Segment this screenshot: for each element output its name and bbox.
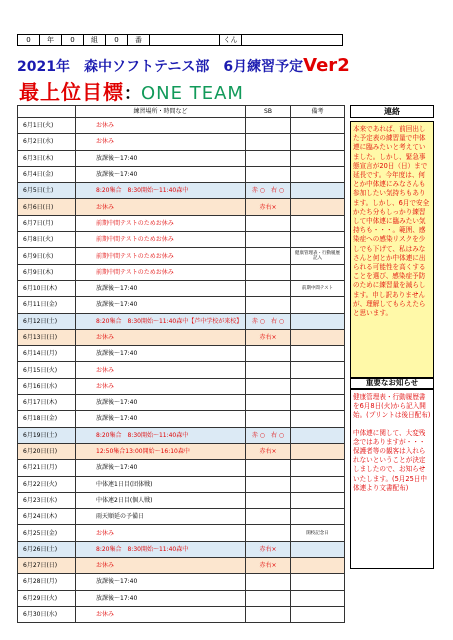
title-main: 2021年 森中ソフトテニス部 6月練習予定 bbox=[17, 59, 304, 75]
header-date bbox=[18, 106, 76, 118]
row-sb: 赤 ○ 右 ○ bbox=[246, 183, 291, 199]
row-date: 6月29日(火) bbox=[18, 590, 76, 606]
table-row bbox=[18, 232, 345, 248]
table-row bbox=[18, 525, 345, 541]
row-date: 6月21日(月) bbox=[18, 460, 76, 476]
row-activity: 前期中間テストのためお休み bbox=[76, 248, 246, 264]
row-activity: 8:20集合 8:30開始～11:40森中【芦中学校が来校】 bbox=[76, 313, 246, 329]
goal-label: 最上位目標 bbox=[19, 80, 124, 104]
row-sb bbox=[246, 525, 291, 541]
row-activity: 放課後～17:40 bbox=[76, 150, 246, 166]
row-sb bbox=[246, 280, 291, 296]
row-date: 6月5日(土) bbox=[18, 183, 76, 199]
table-row bbox=[18, 150, 345, 166]
table-row bbox=[18, 411, 345, 427]
row-activity: 8:20集合 8:30開始～11:40森中 bbox=[76, 541, 246, 557]
row-date: 6月26日(土) bbox=[18, 541, 76, 557]
row-sb: 赤右× bbox=[246, 199, 291, 215]
row-date: 6月27日(日) bbox=[18, 558, 76, 574]
row-sb bbox=[246, 476, 291, 492]
row-sb bbox=[246, 362, 291, 378]
row-date: 6月7日(月) bbox=[18, 215, 76, 231]
row-sb bbox=[246, 460, 291, 476]
header-note: 備考 bbox=[291, 106, 345, 118]
table-row bbox=[18, 297, 345, 313]
row-date: 6月3日(木) bbox=[18, 150, 76, 166]
row-sb bbox=[246, 395, 291, 411]
number-value: 0 bbox=[106, 35, 128, 45]
row-sb bbox=[246, 264, 291, 280]
row-sb: 赤 ○ 右 ○ bbox=[246, 427, 291, 443]
row-note bbox=[291, 232, 345, 248]
row-sb bbox=[246, 232, 291, 248]
row-activity: 放課後～17:40 bbox=[76, 395, 246, 411]
header-sb: SB bbox=[246, 106, 291, 118]
row-activity: お休み bbox=[76, 134, 246, 150]
row-activity: 雨天順延の予備日 bbox=[76, 509, 246, 525]
row-date: 6月18日(金) bbox=[18, 411, 76, 427]
name-suffix: くん bbox=[220, 35, 242, 45]
row-date: 6月20日(日) bbox=[18, 443, 76, 459]
row-date: 6月9日(木) bbox=[18, 264, 76, 280]
row-note bbox=[291, 443, 345, 459]
table-row bbox=[18, 378, 345, 394]
row-sb bbox=[246, 248, 291, 264]
row-sb bbox=[246, 574, 291, 590]
row-date: 6月9日(水) bbox=[18, 248, 76, 264]
row-date: 6月12日(土) bbox=[18, 313, 76, 329]
class-label: 組 bbox=[84, 35, 106, 45]
row-date: 6月14日(月) bbox=[18, 346, 76, 362]
goal-line bbox=[19, 80, 244, 104]
notes-title: 連絡 bbox=[350, 105, 434, 118]
info-paragraph-1: 健康管理表・行動履歴書を6月8日(火)から記入開始。(プリントは後日配布) bbox=[353, 393, 431, 420]
row-date: 6月8日(火) bbox=[18, 232, 76, 248]
row-activity: 放課後～17:40 bbox=[76, 346, 246, 362]
number-label: 番 bbox=[128, 35, 150, 45]
row-note bbox=[291, 199, 345, 215]
student-info-bar bbox=[17, 34, 343, 46]
table-row bbox=[18, 134, 345, 150]
title-version: Ver2 bbox=[303, 55, 350, 76]
table-row bbox=[18, 346, 345, 362]
row-sb bbox=[246, 606, 291, 622]
row-note bbox=[291, 297, 345, 313]
name-blank bbox=[242, 35, 342, 45]
row-activity: 前期中間テストのためお休み bbox=[76, 215, 246, 231]
grade-label: 年 bbox=[40, 35, 62, 45]
table-row bbox=[18, 558, 345, 574]
row-note bbox=[291, 427, 345, 443]
row-note bbox=[291, 558, 345, 574]
row-date: 6月1日(火) bbox=[18, 118, 76, 134]
row-note bbox=[291, 150, 345, 166]
row-sb: 赤右× bbox=[246, 541, 291, 557]
row-date: 6月15日(火) bbox=[18, 362, 76, 378]
schedule-table bbox=[17, 105, 345, 623]
row-note bbox=[291, 362, 345, 378]
notes-body: 本来であれば、前回出した予定表の練習量で中体連に臨みたいと考えていました。しかし、緊急事態宣言が20日（日）まで延長です。今年度は、何とか中体連にみなさんも参加したい気持ちもあります。しかし、6月で安全かたち分もしっかり練習して中体連に臨みたい気持ちも・・・。範囲、感染症への感染リスクを少しでも下げて、私はみなさんと何とか中体連に出られる可能性を高くすることを選び、感染症予防のために練習量を減らします。申し訳ありませんが、理解してもらえたらと思います。 bbox=[350, 121, 434, 379]
row-note: 開校記念日 bbox=[291, 525, 345, 541]
row-date: 6月4日(金) bbox=[18, 166, 76, 182]
row-note bbox=[291, 118, 345, 134]
row-sb bbox=[246, 346, 291, 362]
row-activity: 12:50集合13:00開始～16:10森中 bbox=[76, 443, 246, 459]
row-note bbox=[291, 395, 345, 411]
table-row bbox=[18, 362, 345, 378]
row-sb bbox=[246, 215, 291, 231]
table-row bbox=[18, 509, 345, 525]
row-sb: 赤 ○ 右 ○ bbox=[246, 313, 291, 329]
row-date: 6月11日(金) bbox=[18, 297, 76, 313]
table-row bbox=[18, 215, 345, 231]
row-activity: 放課後～17:40 bbox=[76, 166, 246, 182]
table-row bbox=[18, 606, 345, 622]
row-date: 6月19日(土) bbox=[18, 427, 76, 443]
table-row bbox=[18, 166, 345, 182]
row-activity: 放課後～17:40 bbox=[76, 460, 246, 476]
info-title: 重要なお知らせ bbox=[350, 377, 434, 389]
row-note bbox=[291, 313, 345, 329]
row-note bbox=[291, 411, 345, 427]
info-paragraph-2: 中体連に関して、大変残念ではありますが・・・保護者等の観客は入れられないということが決定しましたので、お知らせいたします。(5月25日中体連より文書配布) bbox=[353, 428, 427, 492]
row-note bbox=[291, 541, 345, 557]
row-sb bbox=[246, 590, 291, 606]
table-row bbox=[18, 590, 345, 606]
table-row bbox=[18, 574, 345, 590]
row-activity: お休み bbox=[76, 558, 246, 574]
row-activity: お休み bbox=[76, 329, 246, 345]
row-sb bbox=[246, 297, 291, 313]
row-date: 6月23日(水) bbox=[18, 492, 76, 508]
row-note bbox=[291, 264, 345, 280]
row-activity: 放課後～17:40 bbox=[76, 411, 246, 427]
row-activity: お休み bbox=[76, 362, 246, 378]
goal-separator: ： bbox=[124, 84, 141, 104]
row-note bbox=[291, 492, 345, 508]
row-activity: 中体連1日目(団体戦) bbox=[76, 476, 246, 492]
table-header-row bbox=[18, 106, 345, 118]
row-sb bbox=[246, 411, 291, 427]
row-sb: 赤右× bbox=[246, 443, 291, 459]
row-date: 6月30日(水) bbox=[18, 606, 76, 622]
table-row bbox=[18, 280, 345, 296]
table-row bbox=[18, 443, 345, 459]
row-activity: お休み bbox=[76, 199, 246, 215]
row-note bbox=[291, 215, 345, 231]
row-activity: お休み bbox=[76, 525, 246, 541]
table-row bbox=[18, 541, 345, 557]
row-note: 健康管理表・行動履歴記入 bbox=[291, 248, 345, 264]
row-sb bbox=[246, 118, 291, 134]
row-note: 前期中間テスト bbox=[291, 280, 345, 296]
row-sb bbox=[246, 509, 291, 525]
row-date: 6月16日(水) bbox=[18, 378, 76, 394]
table-row bbox=[18, 427, 345, 443]
row-date: 6月24日(木) bbox=[18, 509, 76, 525]
table-row bbox=[18, 199, 345, 215]
row-note bbox=[291, 346, 345, 362]
row-activity: 8:20集合 8:30開始～11:40森中 bbox=[76, 427, 246, 443]
row-activity: 中体連2日目(個人戦) bbox=[76, 492, 246, 508]
row-activity: 放課後～17:40 bbox=[76, 590, 246, 606]
row-note bbox=[291, 590, 345, 606]
table-row bbox=[18, 313, 345, 329]
row-activity: お休み bbox=[76, 606, 246, 622]
row-date: 6月6日(日) bbox=[18, 199, 76, 215]
table-row bbox=[18, 492, 345, 508]
row-note bbox=[291, 574, 345, 590]
table-row bbox=[18, 183, 345, 199]
row-note bbox=[291, 460, 345, 476]
page-title bbox=[17, 55, 357, 77]
row-date: 6月13日(日) bbox=[18, 329, 76, 345]
row-sb bbox=[246, 134, 291, 150]
row-activity: 前期中間テストのためお休み bbox=[76, 264, 246, 280]
row-sb: 赤右× bbox=[246, 329, 291, 345]
info-box bbox=[350, 389, 434, 569]
row-date: 6月10日(木) bbox=[18, 280, 76, 296]
row-note bbox=[291, 329, 345, 345]
row-note bbox=[291, 606, 345, 622]
table-row bbox=[18, 476, 345, 492]
row-sb: 赤右× bbox=[246, 558, 291, 574]
row-sb bbox=[246, 378, 291, 394]
row-date: 6月2日(水) bbox=[18, 134, 76, 150]
table-row bbox=[18, 264, 345, 280]
row-sb bbox=[246, 166, 291, 182]
row-activity: 放課後～17:40 bbox=[76, 280, 246, 296]
row-date: 6月25日(金) bbox=[18, 525, 76, 541]
row-note bbox=[291, 476, 345, 492]
row-note bbox=[291, 166, 345, 182]
table-row bbox=[18, 329, 345, 345]
row-sb bbox=[246, 150, 291, 166]
row-note bbox=[291, 378, 345, 394]
goal-team: ONE TEAM bbox=[141, 83, 244, 104]
row-note bbox=[291, 134, 345, 150]
class-value: 0 bbox=[62, 35, 84, 45]
row-note bbox=[291, 183, 345, 199]
row-activity: お休み bbox=[76, 118, 246, 134]
header-activity: 練習場所・時間など bbox=[76, 106, 246, 118]
table-row bbox=[18, 248, 345, 264]
grade-value: 0 bbox=[18, 35, 40, 45]
row-sb bbox=[246, 492, 291, 508]
row-activity: 放課後～17:40 bbox=[76, 574, 246, 590]
row-note bbox=[291, 509, 345, 525]
row-activity: 8:20集合 8:30開始～11:40森中 bbox=[76, 183, 246, 199]
table-row bbox=[18, 460, 345, 476]
table-row bbox=[18, 395, 345, 411]
row-activity: お休み bbox=[76, 378, 246, 394]
row-activity: 放課後～17:40 bbox=[76, 297, 246, 313]
name-field bbox=[150, 35, 220, 45]
row-date: 6月17日(木) bbox=[18, 395, 76, 411]
row-activity: 前期中間テストのためお休み bbox=[76, 232, 246, 248]
table-row bbox=[18, 118, 345, 134]
row-date: 6月22日(火) bbox=[18, 476, 76, 492]
row-date: 6月28日(月) bbox=[18, 574, 76, 590]
